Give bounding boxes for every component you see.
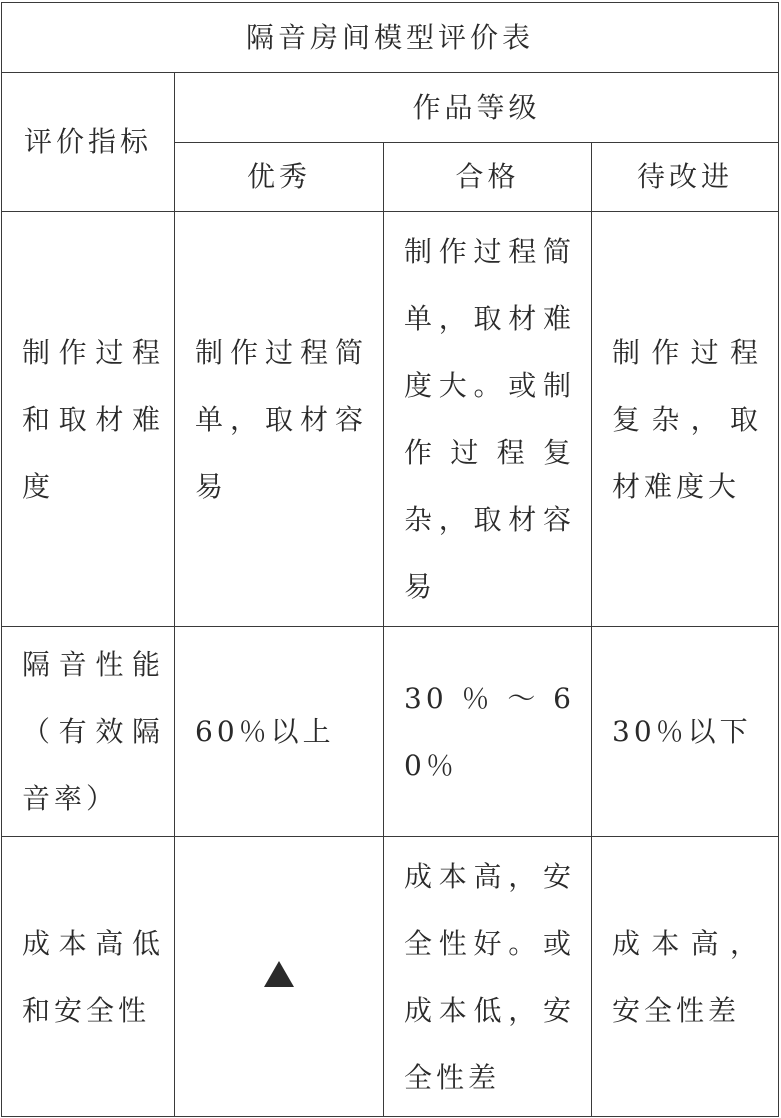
table-title-row <box>2 3 779 73</box>
evaluation-table <box>1 2 779 1117</box>
excellent-criteria: 制作过程简单，取材容易 <box>195 335 367 503</box>
row-indicator-cell <box>2 212 175 627</box>
table-title: 隔音房间模型评价表 <box>2 3 779 73</box>
row-indicator: 制作过程和取材难度 <box>22 335 164 503</box>
qualified-criteria: 30％～60％ <box>404 681 575 782</box>
row-indicator-cell <box>2 627 175 837</box>
improve-cell <box>592 212 779 627</box>
row-indicator: 成本高低和安全性 <box>22 926 164 1027</box>
filled-triangle-icon <box>264 961 294 987</box>
excellent-cell <box>175 627 384 837</box>
excellent-cell <box>175 837 384 1117</box>
grade-header-qualified: 合格 <box>384 143 592 212</box>
row-indicator: 隔音性能（有效隔音率） <box>22 648 164 815</box>
improve-criteria: 制作过程复杂，取材难度大 <box>612 335 763 503</box>
grade-group-header: 作品等级 <box>175 73 779 143</box>
improve-cell <box>592 837 779 1117</box>
table-row <box>2 837 779 1117</box>
excellent-cell <box>175 212 384 627</box>
table-row <box>2 212 779 627</box>
qualified-criteria: 成本高，安全性好。或成本低，安全性差 <box>404 859 575 1094</box>
grade-header-improve: 待改进 <box>592 143 779 212</box>
improve-criteria: 成本高，安全性差 <box>612 926 763 1027</box>
row-indicator-cell <box>2 837 175 1117</box>
excellent-criteria: 60％以上 <box>195 715 335 748</box>
improve-cell <box>592 627 779 837</box>
header-row-1 <box>2 73 779 143</box>
qualified-cell <box>384 837 592 1117</box>
qualified-cell <box>384 627 592 837</box>
table-row <box>2 627 779 837</box>
improve-criteria: 30％以下 <box>612 715 752 748</box>
qualified-criteria: 制作过程简单，取材难度大。或制作过程复杂，取材容易 <box>404 235 575 603</box>
qualified-cell <box>384 212 592 627</box>
indicator-header: 评价指标 <box>2 73 175 212</box>
grade-header-excellent: 优秀 <box>175 143 384 212</box>
